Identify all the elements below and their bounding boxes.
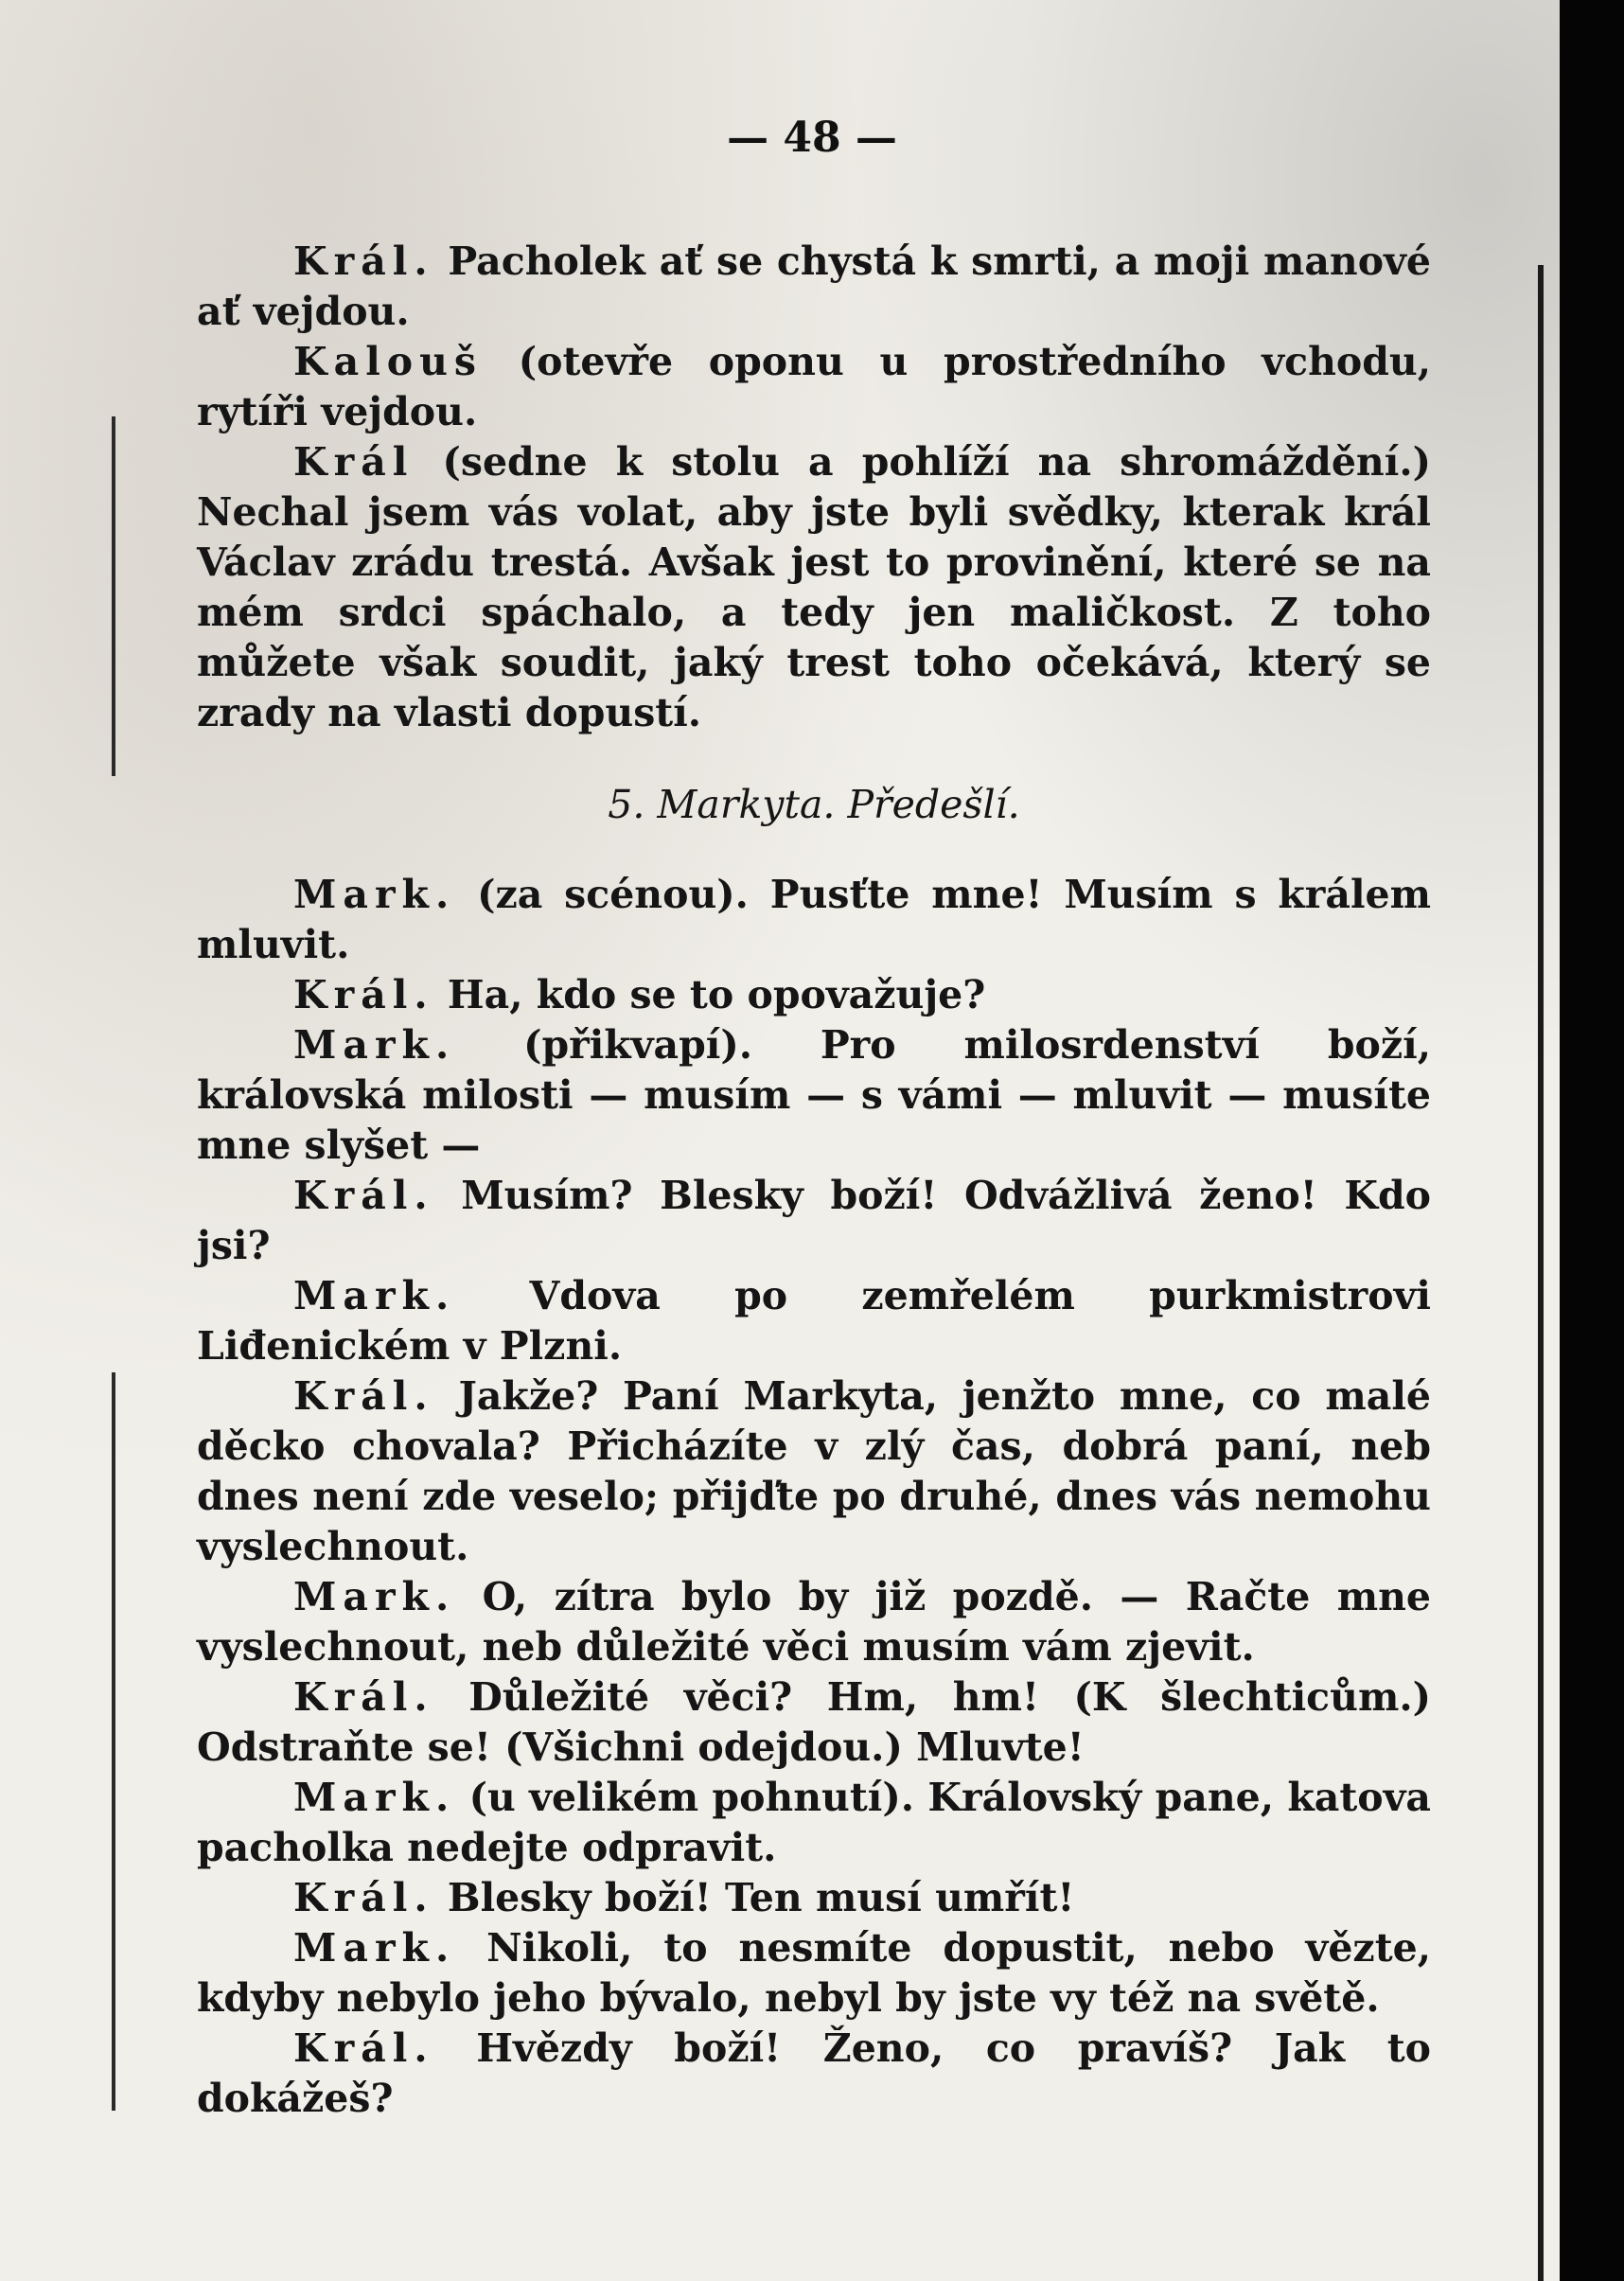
dialogue-text: (u velikém pohnutí). Královský pane, katova pacholka nedejte odpravit. bbox=[197, 1775, 1431, 1870]
dialogue-text: Hvězdy boží! Ženo, co pravíš? Jak to dokážeš? bbox=[197, 2025, 1431, 2121]
dialogue-line bbox=[197, 437, 1431, 738]
dialogue-line bbox=[197, 1672, 1431, 1773]
dialogue-line bbox=[197, 970, 1431, 1020]
speaker-name: Král. bbox=[293, 972, 434, 1017]
dialogue-text: (sedne k stolu a pohlíží na shromáždění.) Nechal jsem vás volat, aby jste byli svědky, kterak král Václav zrádu trestá. Avšak jest to provinění, které se na mém srdci spáchalo, a tedy jen maličkost. Z toho můžete však soudit, jaký trest toho očekává, který se zrady na vlasti dopustí. bbox=[197, 439, 1431, 735]
speaker-name: Král. bbox=[293, 239, 434, 284]
speaker-name: Král bbox=[293, 439, 415, 485]
dialogue-line bbox=[197, 1773, 1431, 1873]
dialogue-text: Pacholek ať se chystá k smrti, a moji manové ať vejdou. bbox=[197, 239, 1431, 334]
dialogue-text: O, zítra bylo by již pozdě. — Račte mne vyslechnout, neb důležité věci musím vám zjevit. bbox=[197, 1574, 1431, 1670]
page-number: — 48 — bbox=[727, 114, 897, 162]
speaker-name: Kalouš bbox=[293, 339, 484, 384]
page-edge-shadow bbox=[1538, 265, 1544, 2281]
dialogue-line bbox=[197, 1923, 1431, 2024]
dialogue-text: Vdova po zemřelém purkmistrovi Liđenickém v Plzni. bbox=[197, 1273, 1431, 1369]
speaker-name: Mark. bbox=[293, 1775, 456, 1820]
speaker-name: Král. bbox=[293, 1173, 434, 1218]
dialogue-line bbox=[197, 870, 1431, 970]
dialogue-line bbox=[197, 1873, 1431, 1923]
dialogue-text: Musím? Blesky boží! Odvážlivá ženo! Kdo jsi? bbox=[197, 1173, 1431, 1268]
dialogue-text: Ha, kdo se to opovažuje? bbox=[433, 972, 986, 1017]
speaker-name: Mark. bbox=[293, 1925, 456, 1971]
margin-rule-top bbox=[112, 416, 115, 776]
dialogue-line bbox=[197, 2024, 1431, 2124]
dialogue-line bbox=[197, 1020, 1431, 1171]
speaker-name: Král. bbox=[293, 1373, 434, 1419]
speaker-name: Král. bbox=[293, 2025, 434, 2071]
speaker-name: Král. bbox=[293, 1674, 434, 1720]
dialogue-text: Jakže? Paní Markyta, jenžto mne, co malé děcko chovala? Přicházíte v zlý čas, dobrá paní, neb dnes není zde veselo; přijďte po druhé, dnes vás nemohu vyslechnout. bbox=[197, 1373, 1431, 1569]
text-block-1 bbox=[197, 237, 1431, 2124]
dialogue-line bbox=[197, 1572, 1431, 1672]
dialogue-line bbox=[197, 337, 1431, 437]
dialogue-text: Nikoli, to nesmíte dopustit, nebo vězte, kdyby nebylo jeho bývalo, nebyl by jste vy též na světě. bbox=[197, 1925, 1431, 2021]
scene-heading: 5. Markyta. Předešlí. bbox=[608, 782, 1020, 827]
dialogue-text: Blesky boží! Ten musí umřít! bbox=[433, 1875, 1075, 1920]
dialogue-line bbox=[197, 237, 1431, 337]
dialogue-text: Důležité věci? Hm, hm! (K šlechticům.) Odstraňte se! (Všichni odejdou.) Mluvte! bbox=[197, 1674, 1431, 1770]
speaker-name: Král. bbox=[293, 1875, 434, 1920]
speaker-name: Mark. bbox=[293, 1574, 456, 1619]
dialogue-text: (přikvapí). Pro milosrdenství boží, královská milosti — musím — s vámi — mluvit — musíte mne slyšet — bbox=[197, 1022, 1431, 1168]
dialogue-line bbox=[197, 1171, 1431, 1271]
dialogue-text: (za scénou). Pusťte mne! Musím s králem mluvit. bbox=[197, 872, 1431, 967]
speaker-name: Mark. bbox=[293, 1022, 456, 1068]
dialogue-line bbox=[197, 1271, 1431, 1371]
speaker-name: Mark. bbox=[293, 1273, 456, 1318]
dialogue-line bbox=[197, 1371, 1431, 1572]
dialogue-text: (otevře oponu u prostředního vchodu, rytíři vejdou. bbox=[197, 339, 1431, 434]
speaker-name: Mark. bbox=[293, 872, 456, 917]
margin-rule-bottom bbox=[112, 1372, 115, 2111]
scan-border bbox=[1560, 0, 1624, 2281]
